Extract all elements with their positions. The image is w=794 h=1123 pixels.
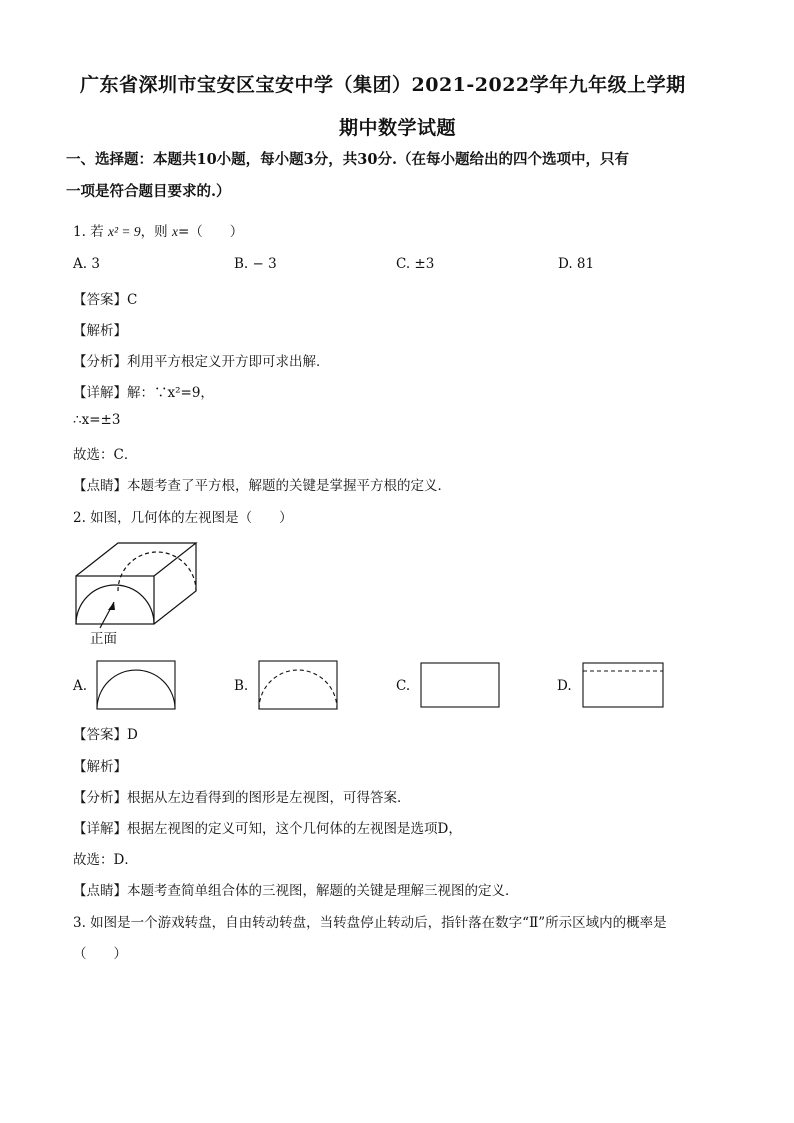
page-title: 广东省深圳市宝安区宝安中学（集团）2021-2022学年九年级上学期 — [80, 74, 686, 96]
analysis: 【分析】根据从左边看得到的图形是左视图，可得答案． — [73, 790, 411, 806]
option-c: C. ±3 — [396, 256, 435, 272]
option-b: B. − 3 — [234, 256, 277, 272]
question-3-stem: 3. 如图是一个游戏转盘，自由转动转盘，当转盘停止转动后，指针落在数字“Ⅱ”所示区域内的概率是 — [73, 915, 667, 931]
option-b-figure — [258, 660, 338, 710]
question-number: 1. — [73, 224, 86, 240]
back-arch-hidden — [118, 552, 196, 591]
front-face — [76, 576, 154, 624]
front-label: 正面 — [90, 631, 117, 647]
analysis: 【分析】利用平方根定义开方即可求出解． — [73, 354, 330, 370]
analysis-heading: 【解析】 — [73, 759, 127, 775]
arrow-head — [108, 602, 115, 610]
question-3-paren: （ ） — [73, 946, 127, 962]
option-a: A. — [73, 678, 88, 694]
option-d-figure — [582, 662, 664, 708]
analysis-heading: 【解析】 — [73, 323, 127, 339]
answer: 【答案】C — [73, 292, 138, 308]
question-text: ，则 — [140, 224, 168, 240]
variable: x — [171, 224, 178, 239]
choice: 故选：C． — [73, 447, 138, 463]
top-face — [76, 543, 196, 576]
detail: 【详解】根据左视图的定义可知，这个几何体的左视图是选项D， — [73, 821, 462, 837]
option-a-figure — [96, 660, 176, 710]
equation: x² = 9 — [107, 224, 141, 239]
detail: 【详解】解：∵x²=9， — [73, 385, 214, 401]
option-b: B. — [234, 678, 249, 694]
section-heading: 一、选择题：本题共10小题，每小题3分，共30分.（在每小题给出的四个选项中，只有 — [66, 151, 629, 168]
front-arch — [76, 585, 154, 624]
comment: 【点睛】本题考查了平方根，解题的关键是掌握平方根的定义． — [73, 478, 451, 494]
question-1-stem — [73, 220, 243, 240]
solution-step: ∴x=±3 — [73, 412, 121, 428]
option-a: A. 3 — [73, 256, 100, 272]
option-d: D. — [557, 678, 572, 694]
option-c-figure — [420, 662, 500, 708]
answer: 【答案】D — [73, 727, 138, 743]
section-heading-cont: 一项是符合题目要求的.） — [66, 183, 231, 200]
question-text: =（ ） — [177, 224, 244, 240]
question-2-stem: 2. 如图，几何体的左视图是（ ） — [73, 510, 293, 526]
page-title-line2: 期中数学试题 — [339, 117, 457, 139]
question-text: 若 — [90, 224, 104, 240]
comment: 【点睛】本题考查简单组合体的三视图，解题的关键是理解三视图的定义． — [73, 883, 519, 899]
option-c: C. — [396, 678, 411, 694]
choice: 故选：D． — [73, 852, 138, 868]
right-face — [154, 543, 196, 624]
solid-figure — [70, 540, 210, 640]
option-d: D. 81 — [558, 256, 595, 272]
